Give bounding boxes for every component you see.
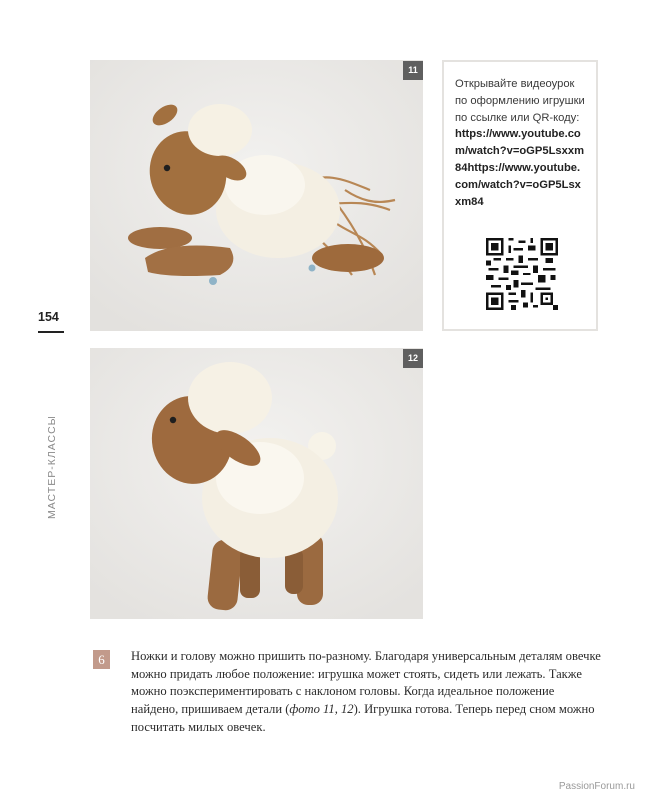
photo-standing-sheep — [90, 348, 423, 619]
section-label: МАСТЕР-КЛАССЫ — [46, 415, 58, 519]
page-number: 154 — [38, 310, 59, 324]
watermark: PassionForum.ru — [558, 781, 635, 792]
step-text-before: Ножки и голову можно пришить по-разному. Благодаря универсальным деталям овечке можно придать любое положение: игрушка может стоять, сидеть или лежать. Также можно поэкспериментировать с наклоном головы. Когда идеальное положение найдено, пришиваем детали ( — [131, 649, 601, 717]
video-link[interactable]: https://www.youtube.com/watch?v=oGP5Lsxxm84https://www.youtube.com/watch?v=oGP5Lsxxm84 — [455, 128, 585, 208]
step-number-badge: 6 — [93, 650, 110, 669]
photo-11-badge: 11 — [403, 61, 423, 80]
step-text-after: ). Игрушка готова. Теперь перед сном можно посчитать милых овечек. — [131, 702, 595, 734]
qr-code-icon[interactable] — [486, 238, 558, 310]
page-number-rule — [38, 331, 64, 333]
lying-sheep-illustration — [90, 60, 423, 331]
video-info-box — [442, 60, 598, 331]
step-text-photo-ref: фото 11, 12 — [289, 702, 354, 717]
photo-lying-sheep — [90, 60, 423, 331]
photo-12-badge: 12 — [403, 349, 423, 368]
step-description — [131, 648, 601, 737]
video-info-text: Открывайте видеоурок по оформлению игрушки по ссылке или QR-коду: — [455, 78, 585, 124]
standing-sheep-illustration — [90, 348, 423, 619]
